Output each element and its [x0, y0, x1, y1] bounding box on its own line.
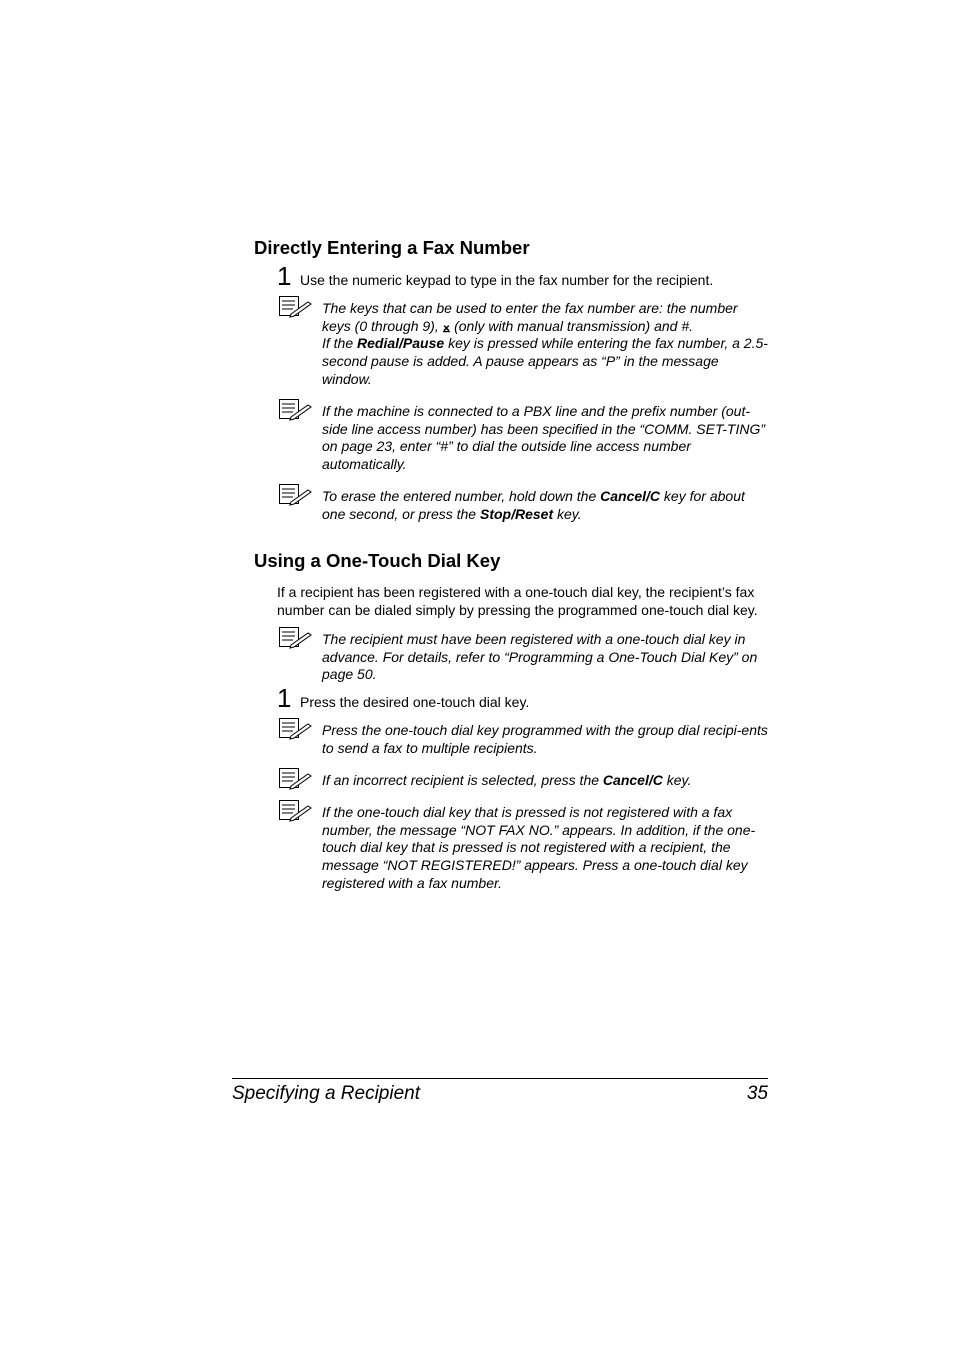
step-text: Press the desired one-touch dial key. — [300, 694, 530, 710]
note-text-not-registered: If the one-touch dial key that is pressed is not registered with a fax number, the message “NOT FAX NO.” appears. In addition, if the one-touch dial key that is pressed is not registered with a recipient, the message “NOT REGISTERED!” appears. Press a one-touch dial key registered with a fax number. — [322, 804, 756, 891]
note-text-incorrect: If an incorrect recipient is selected, press the Cancel/C key. — [322, 772, 692, 788]
note-text-registered: The recipient must have been registered with a one-touch dial key in advance. For details, refer to “Programming a One-Touch Dial Key” on page 50. — [322, 631, 758, 683]
note-text-erase: To erase the entered number, hold down the Cancel/C key for about one second, or press the Stop/Reset key. — [322, 488, 745, 522]
footer-rule — [232, 1078, 768, 1079]
one-touch-intro: If a recipient has been registered with a one-touch dial key, the recipient’s fax number can be dialed simply by pressing the programmed one-touch dial key. — [277, 584, 758, 618]
note-pencil-icon — [279, 484, 312, 506]
note-text-redial: If the Redial/Pause key is pressed while entering the fax number, a 2.5-second pause is added. A pause appears as “P” in the message window. — [322, 335, 768, 387]
step-text: Use the numeric keypad to type in the fax number for the recipient. — [300, 272, 714, 288]
page-number: 35 — [746, 1083, 768, 1104]
note-pencil-icon — [279, 800, 312, 822]
note-text-group-dial: Press the one-touch dial key programmed with the group dial recipi-ents to send a fax to multiple recipients. — [322, 722, 768, 756]
asterisk-key-icon: ⨱ — [442, 318, 451, 334]
note-pencil-icon — [279, 768, 312, 790]
note-pencil-icon — [279, 296, 312, 318]
footer-title: Specifying a Recipient — [232, 1083, 420, 1104]
note-text-pbx: If the machine is connected to a PBX line and the prefix number (out-side line access number) has been specified in the “COMM. SET-TING” on page 23, enter “#” to dial the outside line access number automatically. — [322, 403, 765, 473]
section-heading-one-touch: Using a One-Touch Dial Key — [254, 550, 501, 571]
section-heading-fax-number: Directly Entering a Fax Number — [254, 237, 530, 258]
step-number: 1 — [277, 261, 292, 291]
note-text-keys: The keys that can be used to enter the fax number are: the number keys (0 through 9), ⨱ (only with manual transmission) and #. — [322, 300, 738, 334]
note-pencil-icon — [279, 718, 312, 740]
step-number: 1 — [277, 683, 292, 713]
step-1-one-touch — [277, 685, 529, 711]
note-pencil-icon — [279, 399, 312, 421]
note-pencil-icon — [279, 627, 312, 649]
step-1-keypad — [277, 263, 713, 289]
